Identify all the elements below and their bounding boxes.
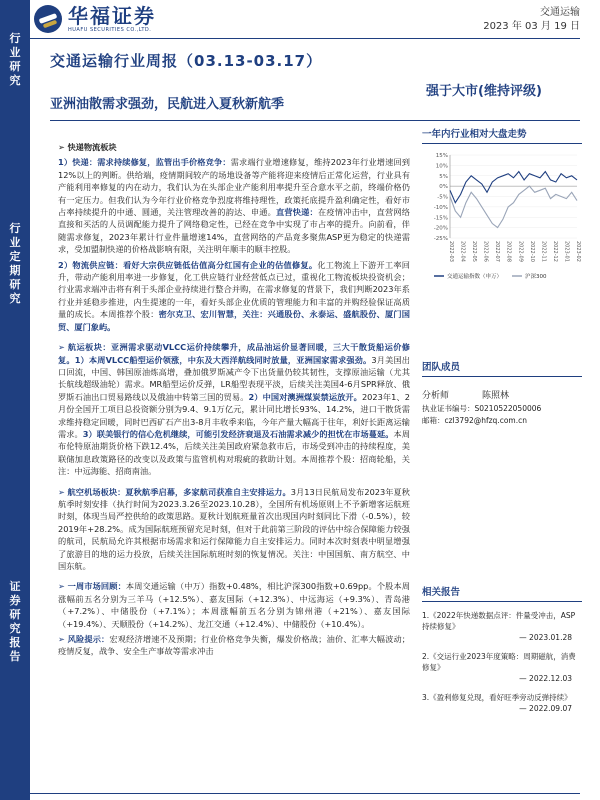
title-divider: [50, 120, 580, 121]
analyst-email[interactable]: czl3792@hfzq.com.cn: [444, 416, 527, 425]
legend-label: 交通运输指数（申万）: [447, 274, 503, 280]
related-report-item[interactable]: [422, 692, 582, 714]
related-report-title[interactable]: 1.《2022年快递数据点评：件量受冲击，ASP持续修复》: [422, 611, 576, 631]
related-report-title[interactable]: 2.《交运行业2023年度策略：周期磁航，消费修复》: [422, 652, 576, 672]
chart-title: 一年内行业相对大盘走势: [422, 122, 582, 144]
legend-label: 沪深300: [525, 274, 547, 280]
related-report-date: — 2023.01.28: [519, 633, 572, 642]
team-heading: 团队成员: [422, 355, 582, 377]
x-tick-label: 2022-07: [494, 241, 501, 262]
section-heading: ➢ 快递物流板块: [58, 142, 117, 152]
relative-performance-panel: [422, 122, 582, 289]
report-date: 2023 年 03 月 19 日: [483, 21, 580, 32]
analyst-card: [422, 389, 582, 427]
analyst-role: 分析师: [422, 391, 450, 401]
logo-name-cn: 华福证券: [68, 4, 156, 28]
y-tick-label: 5%: [439, 173, 448, 180]
team-panel: [422, 355, 582, 427]
y-tick-label: 0%: [439, 184, 448, 191]
x-tick-label: 2022-04: [459, 241, 466, 262]
x-tick-label: 2023-01: [563, 241, 570, 262]
cert-label: 执业证书编号：: [422, 404, 475, 413]
company-logo-icon: [34, 5, 62, 33]
related-report-item[interactable]: [422, 651, 582, 684]
related-reports-panel: [422, 580, 582, 714]
footer-divider: [30, 793, 580, 794]
x-tick-label: 2022-05: [471, 241, 478, 262]
paragraph-aviation: ➢ 航空机场板块：夏秋航季启幕，多家航司获准自主安排运力。3月13日民航局发布2023年夏秋航季时刻安排（执行时间为2023.3.26至2023.10.28），全国所有机场原则上不予新增客运航班时刻，体现当局严控供给的政策思路。夏秋计划航班量首次出现国内时刻同比下滑（-0.5%），较2019年+28.2%。成为国际航班预留充足时刻，但对于此前第三阶段的评估中综合保障能力较强的航司，民航局允许其根据市场需求和运行保障能力自主安排运力。同时本次时刻表中明显增强了旅游目的地的运力投放，后续关注国际航班时刻的恢复情况。关注：中国国航、南方航空、中国东航。: [58, 486, 410, 573]
side-label-securities-report: 证券研究报告: [9, 580, 21, 663]
header-meta: [483, 6, 580, 34]
paragraph-express: 1）快递：需求持续修复，监管出手价格竞争：需求端行业增速修复，维持2023年行业增速回到12%以上的判断。供给端，疫情期间较产的场地设备等产能将迎来疫情后正常化运营，行业具有产能利用率修复的内在动力，我们认为在头部企业产能利用率提升至合意水平之前，终端价格仍有一定压力。但我们认为今年行业价格竞争烈度将维持理性，政策托底提升盈利确定性，看好市占率持续提升的中通、圆通，关注管理改善的韵达、申通。直营快递：在疫情冲击中，直营网络直接和买活的人员调配能力提升了网络稳定性，已经在竞争中实现了市占率的提升。向前看，伴随需求修复，2023年累计行业件量增速14%，直营网络的产品竟多聚焦ASP更为稳定的快递需求，受加盟制快递的价格战影响有限，关注明年顺丰的顺丰控股。: [58, 157, 410, 255]
paragraph-market-review: ➢ 一周市场回顾：本周交通运输（中万）指数+0.48%，相比沪深300指数+0.69pp。个股本周涨幅前五名分别为三羊马（+12.5%）、嘉友国际（+12.3%）、中远海运（+9.3%）、青岛港（+7.2%）、中储股份（+7.1%）；本周涨幅前五名分别为锦州港（+21%）、嘉友国际（+19.4%）、天顺股份（+14.2%）、龙江交通（+12.4%）、中储股份（+10.4%）。: [58, 580, 410, 630]
analyst-name: 陈照林: [482, 391, 510, 401]
company-logo: [34, 3, 156, 35]
sidebar: [0, 0, 30, 800]
y-tick-label: -25%: [433, 236, 448, 242]
x-tick-label: 2022-09: [517, 241, 524, 262]
side-label-periodic-research: 行业定期研究: [9, 222, 21, 305]
related-report-title[interactable]: 3.《盈利修复兑现，看好旺季旁动反弹持续》: [422, 693, 572, 702]
cert-number: S0210522050006: [474, 404, 542, 413]
report-title: 交通运输行业周报（03.13-03.17）: [50, 52, 323, 70]
report-body: [58, 141, 410, 661]
paragraph-shipping: ➢ 航运板块：亚洲需求驱动VLCC运价持续攀升，成品油运价显著回暖，三大干散货船运价修复。1）本周VLCC船型运价领涨，中东及大西洋航线同时放量，亚洲国家需求强劲。3月美国出口回流，中国、韩国原油炼高增，叠加俄罗斯减产令下出货量仍较其韧性，支撑原油运输（尤其长航线超级油轮）需求。MR船型运价反弹，LR船型表现平淡，后续关注美国4-6月SPR释放、俄罗斯石油出口贸易路线以及俄油中转第三国的贸易。2）中国对澳洲煤炭禁运放开。2023年1、2月份全国开工项目总投资额分别为9.4、9.1万亿元，累计同比增长93%、14.2%，进口干散货需求维持稳定回暖，同时巴西矿石产出3-8月丰收季来临，今年产量大幅高于往年，利好长距离运输需求。3）联美银行的信心危机继续，可能引发经济衰退及石油需求减少的担忧在市场蔓延。本周布伦特原油期货价格下跌12.4%，后续关注美国政府紧急救市后，市场受到冲击的持续程度，美联储加息政策路径的改变以及政策与监管机构对瑕疵的救助计划。本周推荐个股：招商轮船，关注：中远海能、招商南油。: [58, 341, 410, 477]
paragraph-risk: ➢ 风险提示：宏观经济增速不及预期；行业价格竞争失衡，爆发价格战；油价、汇率大幅波动；疫情反复，战争、安全生产事故等需求冲击: [58, 633, 410, 658]
y-tick-label: -5%: [437, 194, 448, 201]
related-report-date: — 2022.09.07: [519, 704, 572, 713]
x-tick-label: 2022-11: [540, 241, 547, 262]
x-tick-label: 2022-06: [482, 241, 489, 262]
logo-name-en: HUAFU SECURITIES CO.,LTD.: [68, 27, 152, 33]
related-report-date: — 2022.12.03: [519, 674, 572, 683]
y-tick-label: 10%: [435, 163, 448, 170]
y-tick-label: 15%: [435, 153, 448, 159]
series-line-1: [450, 172, 577, 203]
rating-badge: 强于大市(维持评级): [426, 84, 542, 99]
header-divider: [30, 38, 580, 39]
industry-label: 交通运输: [540, 7, 580, 18]
related-report-item[interactable]: [422, 610, 582, 643]
section-express-logistics: [58, 141, 410, 153]
y-tick-label: -15%: [433, 215, 448, 222]
x-tick-label: 2022-10: [528, 241, 535, 262]
x-tick-label: 2022-03: [448, 241, 454, 262]
side-label-industry-research: 行业研究: [9, 32, 21, 87]
relative-performance-chart: [422, 150, 582, 285]
y-tick-label: -20%: [433, 225, 448, 232]
paragraph-supply-chain: 2）物流供应链：看好大宗供应链低估值高分红国有企业的估值修复。化工物流上下游开工率回升，带动产能利用率进一步修复，化工供应链行业经营低点已过，重视化工物流板块投资机会；行业需求端冲击将有利于头部企业持续进行整合并购，在需求修复的背景下，我们判断2023年系行业并延稳步推进，内生提速的一年，看好头部企业优质的管理能力和丰富的并购经验保证高质量的成长。本周推荐个股：密尔克卫、宏川智慧，关注：兴通股份、永泰运、盛航股份、厦门国贸、厦门象屿。: [58, 259, 410, 332]
x-tick-label: 2022-08: [505, 241, 512, 262]
y-tick-label: -10%: [433, 204, 448, 211]
x-tick-label: 2022-12: [551, 241, 558, 262]
x-tick-label: 2023-02: [575, 241, 581, 262]
email-label: 邮箱：: [422, 416, 445, 425]
report-subtitle: 亚洲油散需求强劲，民航进入夏秋新航季: [50, 97, 285, 112]
related-heading: 相关报告: [422, 580, 582, 602]
